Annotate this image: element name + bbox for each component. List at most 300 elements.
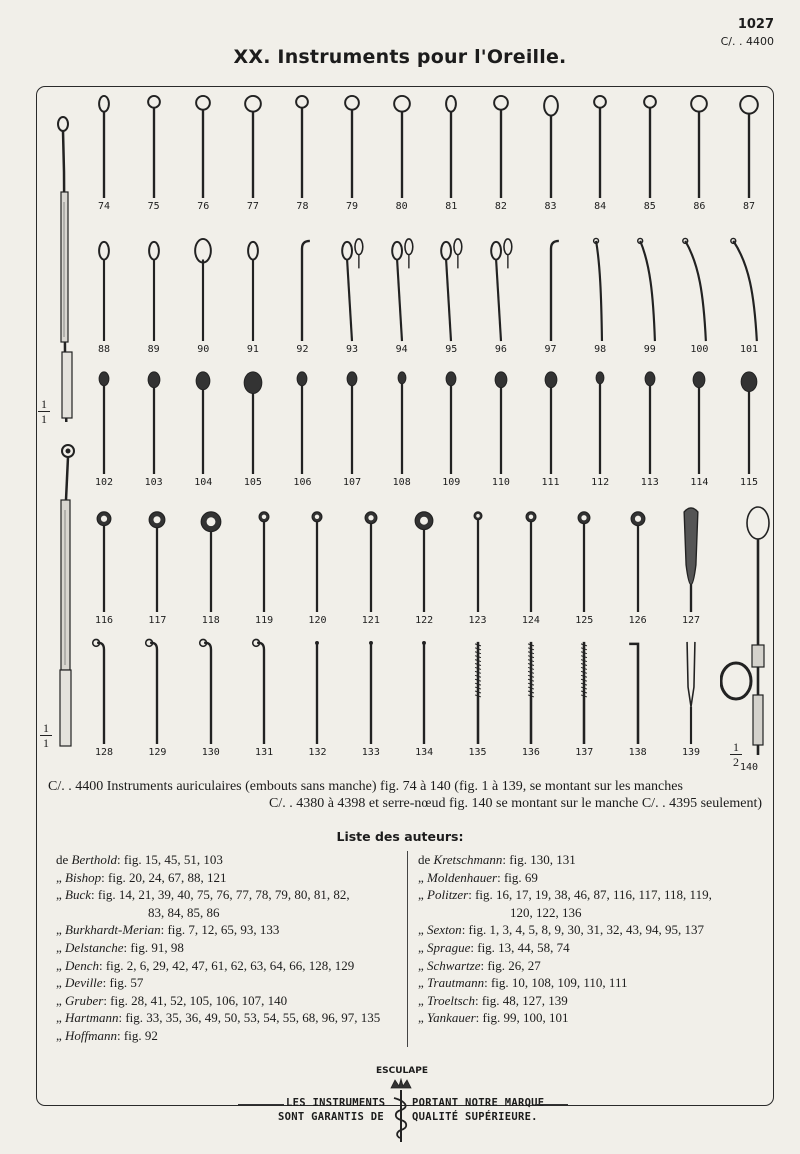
author-prefix: „ [418,957,424,973]
figure-number: 123 [468,615,487,626]
author-name: Yankauer [427,1010,476,1026]
curette-instrument-drawing [451,506,505,614]
instrument-figure [77,92,131,212]
author-figures: : fig. 14, 21, 39, 40, 75, 76, 77, 78, 79, 80, 81, 82, [91,887,350,903]
author-name: Hoffmann [65,1027,118,1043]
figure-number: 84 [594,201,607,212]
author-name: Dench [65,957,99,973]
figure-number: 127 [681,615,701,626]
spoon-instrument-drawing [275,368,329,476]
instrument-figure [130,638,184,758]
instrument-figure [424,92,478,212]
author-figures: : fig. 26, 27 [480,957,541,973]
figure-number: 109 [442,477,461,488]
instrument-figure [77,368,131,488]
author-prefix: „ [56,939,62,955]
author-entry [418,974,763,992]
figure-number: 93 [346,344,359,355]
author-figures: : fig. 1, 3, 4, 5, 8, 9, 30, 31, 32, 43, 94, 95, 137 [461,922,704,938]
ring-instrument-drawing [325,92,379,200]
author-name: Delstanche [65,939,124,955]
ring-instrument-drawing [176,92,230,200]
page-number: 1027 [737,17,774,32]
ring-instrument-drawing [127,92,181,200]
author-figures: : fig. 57 [102,975,144,991]
probe-instrument-drawing [77,638,131,746]
figure-number: 83 [544,201,557,212]
author-entry [418,869,763,887]
footer-rule-left [238,1104,284,1105]
figure-number: 102 [94,477,114,488]
figure-number: 105 [243,477,262,488]
figure-number: 108 [392,477,411,488]
author-name: Moldenhauer [427,869,498,885]
figure-number: 80 [395,201,408,212]
instrument-figure [375,368,429,488]
scale-fraction-upper [38,398,50,425]
instrument-figure [127,92,181,212]
curette-instrument-drawing [611,506,665,614]
figure-number: 124 [521,615,540,626]
hook-instrument-drawing [325,235,379,343]
instrument-figure [557,506,611,626]
instrument-figure [176,235,230,355]
description-line-2: C/. . 4380 à 4398 et serre-nœud fig. 140 se montant sur le manche C/. . 4395 seulement) [268,796,762,811]
instrument-figure [184,638,238,758]
hook-instrument-drawing [226,235,280,343]
figure-number: 119 [255,615,274,626]
author-prefix: de [418,852,431,867]
fig140-scale-denominator: 2 [733,755,739,769]
instrument-figure [672,92,726,212]
curette-instrument-drawing [237,506,291,614]
instrument-figure [722,235,776,355]
instrument-figure [325,92,379,212]
author-figures: : fig. 91, 98 [123,939,184,955]
author-prefix: de [56,852,69,867]
instrument-figure [623,368,677,488]
instrument-figure [611,506,665,626]
instrument-figure [722,92,776,212]
figure-number: 138 [628,747,647,758]
author-entry [56,869,406,887]
instrument-figure [77,506,131,626]
figure-number: 87 [742,201,756,212]
author-figures: : fig. 69 [497,869,538,885]
author-name: Buck [65,887,92,903]
spoon-instrument-drawing [77,368,131,476]
instrument-figure [451,506,505,626]
figure-number: 75 [147,201,160,212]
author-entry [418,921,763,939]
instrument-figure [672,368,726,488]
instrument-figure [325,368,379,488]
figure-number: 118 [201,615,220,626]
author-figures-cont: 83, 84, 85, 86 [148,904,220,920]
figure-number: 85 [643,201,656,212]
figure-number: 137 [575,747,594,758]
author-figures: : fig. 15, 45, 51, 103 [117,852,223,867]
instrument-figure [275,92,329,212]
figure-number: 107 [343,477,362,488]
instrument-figure [226,368,280,488]
spoon-instrument-drawing [623,368,677,476]
author-entry [56,957,406,975]
ring-instrument-drawing [375,92,429,200]
figure-number: 140 [739,762,759,773]
instrument-figure [397,506,451,626]
probe-instrument-drawing [130,638,184,746]
author-figures: : fig. 92 [117,1027,158,1043]
spoon-instrument-drawing [524,368,578,476]
figure-number: 110 [491,477,510,488]
spoon-instrument-drawing [474,368,528,476]
author-figures: : fig. 20, 24, 67, 88, 121 [101,869,227,885]
author-figures: : fig. 16, 17, 19, 38, 46, 87, 116, 117, 118, 119, [468,887,712,903]
instrument-figure [474,235,528,355]
hook-instrument-drawing [77,235,131,343]
figure-number: 131 [255,747,274,758]
fig140-scale-numerator: 1 [733,740,739,754]
figure-number: 113 [640,477,659,488]
spoon-instrument-drawing [424,368,478,476]
curette-instrument-drawing [664,506,718,614]
author-figures: : fig. 10, 108, 109, 110, 111 [484,975,628,991]
author-figures: : fig. 13, 44, 58, 74 [470,939,570,955]
figure-number: 95 [445,344,458,355]
author-name: Gruber [65,992,104,1008]
curette-instrument-drawing [504,506,558,614]
instrument-figure [504,638,558,758]
author-name: Berthold [71,852,118,867]
author-prefix: „ [56,957,62,973]
author-prefix: „ [418,887,424,903]
catalog-description [48,778,762,812]
authors-list-right [418,851,763,1027]
figure-number: 74 [97,201,111,212]
figure-number: 121 [361,615,380,626]
instrument-fig-140 [720,505,790,773]
probe-instrument-drawing [557,638,611,746]
instrument-figure [672,235,726,355]
figure-number: 91 [246,344,259,355]
figure-number: 104 [194,477,213,488]
author-prefix: „ [56,887,62,903]
authors-list-left [56,851,406,1045]
instrument-figure [474,92,528,212]
probe-instrument-drawing [184,638,238,746]
probe-instrument-drawing [504,638,558,746]
instrument-figure [127,368,181,488]
footer-rule-right [535,1104,568,1105]
scale-denominator: 1 [41,412,47,426]
author-figures: : fig. 28, 41, 52, 105, 106, 107, 140 [103,992,288,1008]
author-figures: : fig. 48, 127, 139 [474,992,568,1008]
author-entry [418,851,763,869]
curette-instrument-drawing [184,506,238,614]
instrument-figure [226,235,280,355]
figure-number: 128 [94,747,114,758]
author-prefix: „ [56,869,62,885]
author-name: Sexton [427,922,462,938]
figure-number: 135 [468,747,487,758]
hook-instrument-drawing [176,235,230,343]
instrument-figure [573,235,627,355]
figure-number: 99 [643,344,656,355]
figure-number: 100 [690,344,709,355]
instrument-figure [176,368,230,488]
guarantee-line2-left: SONT GARANTIS DE [278,1111,384,1123]
author-name: Troeltsch [427,992,475,1008]
figure-number: 133 [361,747,380,758]
author-figures-cont: 120, 122, 136 [510,904,582,920]
author-entry [56,851,406,869]
author-prefix: „ [56,1027,62,1043]
figure-number: 103 [144,477,163,488]
figure-number: 134 [415,747,434,758]
catalog-number: C/. . 4400 [720,35,774,48]
curette-instrument-drawing [557,506,611,614]
figure-number: 114 [690,477,709,488]
spoon-instrument-drawing [176,368,230,476]
author-prefix: „ [418,975,424,991]
instrument-figure [664,506,718,626]
figure-number: 89 [147,344,160,355]
instrument-figure [325,235,379,355]
author-name: Politzer [427,887,469,903]
instrument-figure [237,638,291,758]
ring-instrument-drawing [722,92,776,200]
probe-instrument-drawing [237,638,291,746]
author-name: Burkhardt-Merian [65,922,161,938]
author-name: Bishop [65,869,102,885]
hook-instrument-drawing [375,235,429,343]
instrument-figure [611,638,665,758]
author-entry [418,939,763,957]
hook-instrument-drawing [424,235,478,343]
instrument-figure [573,92,627,212]
instrument-figure [524,92,578,212]
author-name: Trautmann [427,975,485,991]
figure-number: 130 [201,747,220,758]
figure-number: 115 [739,477,759,488]
guarantee-line1-left: LES INSTRUMENTS [286,1097,386,1109]
scale-numerator: 1 [41,397,47,411]
figure-number: 116 [94,615,114,626]
ring-instrument-drawing [623,92,677,200]
instrument-figure [290,506,344,626]
instrument-figure [275,235,329,355]
ring-instrument-drawing [474,92,528,200]
author-name: Sprague [427,939,471,955]
instrument-figure [623,92,677,212]
author-figures: : fig. 2, 6, 29, 42, 47, 61, 62, 63, 64, 66, 128, 129 [98,957,355,973]
author-entry [56,886,406,921]
author-figures: : fig. 7, 12, 65, 93, 133 [160,922,280,938]
author-entry [56,974,406,992]
figure-number: 90 [197,344,210,355]
description-line-1: C/. . 4400 Instruments auriculaires (embouts sans manche) fig. 74 à 140 (fig. 1 à 139, se montant sur les manches [48,779,683,794]
figure-number: 125 [575,615,594,626]
author-name: Kretschmann [433,852,503,867]
figure-number: 126 [628,615,647,626]
curette-instrument-drawing [77,506,131,614]
figure-number: 129 [148,747,167,758]
hook-instrument-drawing [573,235,627,343]
author-prefix: „ [418,939,424,955]
instrument-figure [623,235,677,355]
figure-number: 98 [594,344,607,355]
figure-number: 88 [97,344,111,355]
author-figures: : fig. 33, 35, 36, 49, 50, 53, 54, 55, 68, 96, 97, 135 [118,1010,381,1026]
spoon-instrument-drawing [325,368,379,476]
probe-instrument-drawing [397,638,451,746]
probe-instrument-drawing [344,638,398,746]
instrument-figure [375,235,429,355]
figure-number: 82 [494,201,507,212]
instrument-figure [77,235,131,355]
author-entry [56,921,406,939]
guarantee-line1-right: PORTANT NOTRE MARQUE [412,1097,545,1109]
curette-instrument-drawing [344,506,398,614]
probe-instrument-drawing [664,638,718,746]
figure-number: 117 [148,615,167,626]
page-title: XX. Instruments pour l'Oreille. [233,46,567,68]
instrument-figure [344,638,398,758]
curette-instrument-drawing [397,506,451,614]
figure-number: 122 [415,615,434,626]
ring-instrument-drawing [77,92,131,200]
scale-fraction-lower [40,722,52,749]
author-prefix: „ [56,1010,62,1026]
figure-number: 78 [296,201,309,212]
figure-number: 97 [544,344,557,355]
instrument-figure [524,235,578,355]
ring-instrument-drawing [524,92,578,200]
figure-number: 77 [246,201,259,212]
instrument-figure [130,506,184,626]
instrument-figure [573,368,627,488]
figure-number: 76 [197,201,210,212]
instrument-figure [474,368,528,488]
instrument-figure [424,368,478,488]
author-entry [56,1027,406,1045]
instrument-figure [524,368,578,488]
snare-instrument-drawing [720,505,790,755]
hook-instrument-drawing [275,235,329,343]
author-entry [418,957,763,975]
ring-instrument-drawing [672,92,726,200]
author-figures: : fig. 99, 100, 101 [475,1010,569,1026]
ring-instrument-drawing [424,92,478,200]
author-prefix: „ [418,992,424,1008]
instrument-figure [184,506,238,626]
instrument-figure [397,638,451,758]
hook-instrument-drawing [474,235,528,343]
figure-number: 101 [739,344,759,355]
author-name: Deville [65,975,103,991]
ring-instrument-drawing [226,92,280,200]
hook-instrument-drawing [722,235,776,343]
instrument-figure [557,638,611,758]
spoon-instrument-drawing [722,368,776,476]
figure-number: 136 [521,747,540,758]
author-prefix: „ [418,869,424,885]
probe-instrument-drawing [611,638,665,746]
author-prefix: „ [418,1010,424,1026]
spoon-instrument-drawing [226,368,280,476]
author-entry [56,992,406,1010]
hook-instrument-drawing [127,235,181,343]
instrument-figure [176,92,230,212]
instrument-figure [664,638,718,758]
figure-number: 112 [591,477,610,488]
author-prefix: „ [56,992,62,1008]
authors-divider [407,851,408,1047]
figure-number: 79 [346,201,359,212]
instrument-figure [226,92,280,212]
instrument-figure [237,506,291,626]
instrument-figure [504,506,558,626]
instrument-figure [275,368,329,488]
curette-instrument-drawing [290,506,344,614]
author-name: Schwartze [427,957,481,973]
probe-instrument-drawing [290,638,344,746]
figure-number: 106 [293,477,312,488]
probe-instrument-drawing [451,638,505,746]
scale-denominator: 1 [43,736,49,750]
author-figures: : fig. 130, 131 [502,852,576,867]
guarantee-line2-right: QUALITÉ SUPÉRIEURE. [412,1111,538,1123]
instrument-figure [424,235,478,355]
instrument-figure [722,368,776,488]
author-entry [418,1009,763,1027]
author-entry [56,939,406,957]
instrument-figure [127,235,181,355]
figure-number: 139 [681,747,701,758]
author-prefix: „ [418,922,424,938]
spoon-instrument-drawing [127,368,181,476]
figure-number: 92 [296,344,309,355]
hook-instrument-drawing [672,235,726,343]
author-name: Hartmann [65,1010,119,1026]
author-prefix: „ [56,975,62,991]
ring-instrument-drawing [573,92,627,200]
curette-instrument-drawing [130,506,184,614]
scale-numerator: 1 [43,721,49,735]
hook-instrument-drawing [623,235,677,343]
instrument-figure [77,638,131,758]
hook-instrument-drawing [524,235,578,343]
figure-number: 120 [308,615,327,626]
ring-instrument-drawing [275,92,329,200]
author-entry [418,992,763,1010]
figure-number: 96 [494,344,507,355]
author-entry [418,886,763,921]
instrument-figure [451,638,505,758]
author-entry [56,1009,406,1027]
instrument-figure [290,638,344,758]
figure-number: 94 [395,344,408,355]
figure-number: 111 [541,477,560,488]
instrument-figure [375,92,429,212]
authors-heading: Liste des auteurs: [336,829,464,844]
instrument-figure [344,506,398,626]
spoon-instrument-drawing [573,368,627,476]
spoon-instrument-drawing [672,368,726,476]
brand-name: ESCULAPE [376,1066,428,1076]
spoon-instrument-drawing [375,368,429,476]
